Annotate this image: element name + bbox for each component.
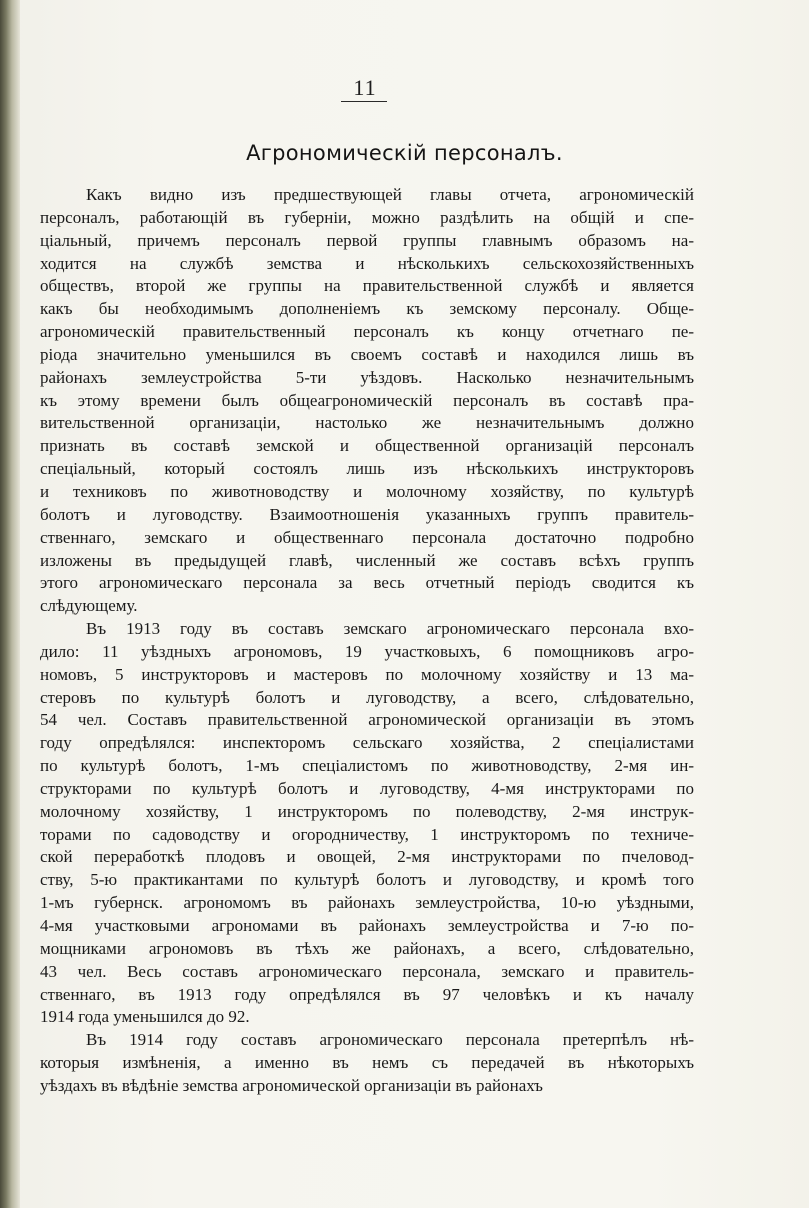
text-line: изложены въ предыдущей главѣ, численный же составъ всѣхъ группъ <box>40 550 694 570</box>
text-line: 1-мъ губернск. агрономомъ въ районахъ землеустройства, 10-ю уѣздными, <box>40 893 694 913</box>
book-spine-edge <box>0 0 20 1208</box>
text-line: ству, 5-ю практикантами по культурѣ болотъ и луговодству, и кромѣ того <box>40 870 694 890</box>
text-line: Въ 1913 году въ составъ земскаго агрономическаго персонала вхо- <box>86 619 694 639</box>
text-line: спеціальный, который состоялъ лишь изъ нѣсколькихъ инструкторовъ <box>40 459 694 479</box>
paragraph <box>40 1029 694 1098</box>
text-line: уѣздахъ въ вѣдѣніе земства агрономической организаціи въ районахъ <box>40 1075 543 1095</box>
text-line: ходится на службѣ земства и нѣсколькихъ сельскохозяйственныхъ <box>40 253 694 273</box>
text-line: которыя измѣненія, а именно въ немъ съ передачей въ нѣкоторыхъ <box>40 1053 694 1073</box>
text-line: 54 чел. Составъ правительственной агрономической организаціи въ этомъ <box>40 710 694 730</box>
text-line: 4-мя участковыми агрономами въ районахъ землеустройства и 7-ю по- <box>40 916 694 935</box>
text-line: болотъ и луговодству. Взаимоотношенія указанныхъ группъ правитель- <box>40 504 694 524</box>
text-line: и техниковъ по животноводству и молочному хозяйству, по культурѣ <box>40 481 694 501</box>
text-line: стеровъ по культурѣ болотъ и луговодству, а всего, слѣдовательно, <box>40 687 694 707</box>
text-line: обществъ, второй же группы на правительственной службѣ и является <box>40 276 694 296</box>
text-line: торами по садоводству и огородничеству, 1 инструкторомъ по техниче- <box>40 824 694 844</box>
text-line: году опредѣлялся: инспекторомъ сельскаго хозяйства, 2 спеціалистами <box>40 733 694 753</box>
section-heading: Агрономическій персоналъ. <box>246 141 563 165</box>
text-line: слѣдующему. <box>40 596 138 616</box>
text-line: дило: 11 уѣздныхъ агрономовъ, 19 участковыхъ, 6 помощниковъ агро- <box>40 641 694 661</box>
text-line: ской переработкѣ плодовъ и овощей, 2-мя инструкторами по пчеловод- <box>40 847 694 867</box>
page-number: 11 <box>353 75 377 100</box>
text-line: молочному хозяйству, 1 инструкторомъ по полеводству, 2-мя инструк- <box>40 801 694 821</box>
text-line: персоналъ, работающій въ губерніи, можно раздѣлить на общій и спе- <box>40 207 694 227</box>
text-line: признать въ составѣ земской и общественной организацій персоналъ <box>40 436 694 456</box>
text-line: этого агрономическаго персонала за весь отчетный періодъ сводится къ <box>40 573 694 593</box>
text-line: по культурѣ болотъ, 1-мъ спеціалистомъ по животноводству, 2-мя ин- <box>40 756 694 776</box>
text-line: районахъ землеустройства 5-ти уѣздовъ. Насколько незначительнымъ <box>40 367 694 387</box>
text-line: агрономическій правительственный персоналъ къ концу отчетнаго пе- <box>40 322 694 342</box>
text-line: къ этому времени былъ общеагрономическій персоналъ въ составѣ пра- <box>40 390 694 410</box>
text-line: какъ бы необходимымъ дополненіемъ къ земскому персоналу. Обще- <box>40 299 694 319</box>
text-line: ціальный, причемъ персоналъ первой группы главнымъ образомъ на- <box>40 230 694 250</box>
text-line: ственнаго, въ 1913 году опредѣлялся въ 97 человѣкъ и къ началу <box>40 984 694 1004</box>
page-number-underline <box>341 101 387 102</box>
text-line: ріода значительно уменьшился въ своемъ составѣ и находился лишь въ <box>40 344 694 364</box>
text-line: структорами по культурѣ болотъ и луговодству, 4-мя инструкторами по <box>40 778 694 798</box>
text-line: вительственной организаціи, настолько же незначительнымъ должно <box>40 413 694 433</box>
text-line: номовъ, 5 инструкторовъ и мастеровъ по молочному хозяйству и 13 ма- <box>40 664 694 684</box>
paragraph <box>40 618 694 1029</box>
text-line: Какъ видно изъ предшествующей главы отчета, агрономическій <box>86 185 694 204</box>
text-line: Въ 1914 году составъ агрономическаго персонала претерпѣлъ нѣ- <box>86 1030 694 1050</box>
text-line: 1914 года уменьшился до 92. <box>40 1007 250 1027</box>
text-line: 43 чел. Весь составъ агрономическаго персонала, земскаго и правитель- <box>40 961 694 981</box>
body-text <box>40 184 694 1098</box>
text-line: ственнаго, земскаго и общественнаго персонала достаточно подробно <box>40 527 694 547</box>
text-line: мощниками агрономовъ въ тѣхъ же районахъ, а всего, слѣдовательно, <box>40 938 694 958</box>
paragraph <box>40 184 694 618</box>
